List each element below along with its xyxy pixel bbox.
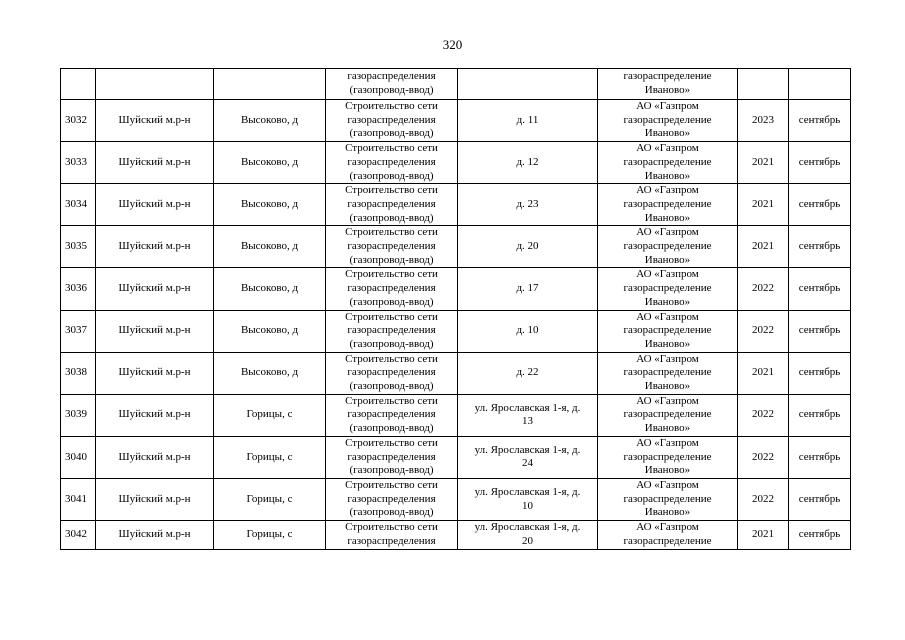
cell-year: 2022 <box>738 478 789 520</box>
org-line: газораспределение <box>623 240 712 253</box>
table-row <box>61 184 851 226</box>
cell-address <box>458 69 598 100</box>
work-line: газораспределения <box>347 324 436 337</box>
cell-num: 3034 <box>61 184 96 226</box>
work-line: Строительство сети <box>345 100 438 112</box>
work-line: (газопровод-ввод) <box>349 169 434 182</box>
cell-year: 2022 <box>738 268 789 310</box>
work-line: (газопровод-ввод) <box>349 464 434 477</box>
cell-year: 2022 <box>738 436 789 478</box>
cell-num: 3032 <box>61 100 96 142</box>
cell-work <box>326 394 458 436</box>
work-line: газораспределения <box>347 155 436 168</box>
cell-work <box>326 310 458 352</box>
org-line: газораспределение <box>623 324 712 337</box>
address-line: д. 20 <box>516 240 539 253</box>
work-line: Строительство сети <box>345 184 438 197</box>
cell-locality: Высоково, д <box>214 352 326 394</box>
work-line: Строительство сети <box>345 478 438 491</box>
cell-work <box>326 142 458 184</box>
cell-num: 3041 <box>61 478 96 520</box>
table-row <box>61 226 851 268</box>
table-row <box>61 478 851 520</box>
org-line: Иваново» <box>644 506 691 519</box>
address-line: ул. Ярославская 1-я, д. <box>474 443 581 456</box>
table-row <box>61 394 851 436</box>
cell-district: Шуйский м.р-н <box>96 184 214 226</box>
address-line: д. 23 <box>516 197 539 210</box>
cell-month: сентябрь <box>789 226 851 268</box>
org-line: АО «Газпром <box>636 310 699 323</box>
address-line: д. 22 <box>516 366 539 379</box>
cell-month: сентябрь <box>789 478 851 520</box>
cell-locality: Горицы, с <box>214 394 326 436</box>
cell-district: Шуйский м.р-н <box>96 142 214 184</box>
cell-year: 2021 <box>738 226 789 268</box>
gas-network-table <box>60 68 851 550</box>
cell-locality: Высоково, д <box>214 268 326 310</box>
work-line: (газопровод-ввод) <box>349 506 434 519</box>
cell-work <box>326 268 458 310</box>
cell-district: Шуйский м.р-н <box>96 394 214 436</box>
cell-locality: Высоково, д <box>214 142 326 184</box>
address-line: 24 <box>522 457 533 470</box>
cell-month <box>789 69 851 100</box>
work-line: Строительство сети <box>345 394 438 407</box>
org-line: газораспределение <box>623 408 712 421</box>
address-line: ул. Ярославская 1-я, д. <box>474 401 581 414</box>
cell-year: 2021 <box>738 352 789 394</box>
work-line: (газопровод-ввод) <box>349 337 434 350</box>
cell-num: 3042 <box>61 521 96 549</box>
org-line: АО «Газпром <box>636 394 699 407</box>
cell-district <box>96 69 214 100</box>
cell-num: 3038 <box>61 352 96 394</box>
cell-month: сентябрь <box>789 142 851 184</box>
cell-work <box>326 184 458 226</box>
org-line: газораспределение <box>623 197 712 210</box>
work-line: газораспределения <box>347 450 436 463</box>
cell-work <box>326 436 458 478</box>
cell-num: 3033 <box>61 142 96 184</box>
cell-org <box>598 310 738 352</box>
cell-locality: Высоково, д <box>214 226 326 268</box>
cell-org <box>598 521 738 549</box>
cell-work <box>326 226 458 268</box>
org-line: газораспределение <box>623 450 712 463</box>
table-row <box>61 352 851 394</box>
cell-org <box>598 394 738 436</box>
work-line: (газопровод-ввод) <box>349 253 434 266</box>
cell-address <box>458 521 598 549</box>
cell-org <box>598 226 738 268</box>
address-line: д. 11 <box>516 113 539 126</box>
cell-work <box>326 352 458 394</box>
cell-district: Шуйский м.р-н <box>96 100 214 142</box>
cell-month: сентябрь <box>789 521 851 549</box>
cell-address <box>458 184 598 226</box>
cell-year: 2021 <box>738 184 789 226</box>
table-row <box>61 310 851 352</box>
cell-locality <box>214 69 326 100</box>
table-row <box>61 436 851 478</box>
cell-org <box>598 268 738 310</box>
work-line: газораспределения <box>347 240 436 253</box>
org-line: Иваново» <box>644 84 691 96</box>
table-row <box>61 142 851 184</box>
cell-num: 3035 <box>61 226 96 268</box>
cell-year: 2021 <box>738 142 789 184</box>
org-line: Иваново» <box>644 422 691 435</box>
address-line: д. 17 <box>516 282 539 295</box>
cell-month: сентябрь <box>789 436 851 478</box>
cell-work <box>326 100 458 142</box>
org-line: газораспределение <box>623 534 712 547</box>
cell-year: 2022 <box>738 394 789 436</box>
org-line: Иваново» <box>644 295 691 308</box>
cell-work <box>326 478 458 520</box>
work-line: (газопровод-ввод) <box>349 422 434 435</box>
org-line: АО «Газпром <box>636 226 699 239</box>
cell-district: Шуйский м.р-н <box>96 478 214 520</box>
org-line: АО «Газпром <box>636 521 699 534</box>
cell-locality: Горицы, с <box>214 436 326 478</box>
address-line: д. 10 <box>516 324 539 337</box>
work-line: Строительство сети <box>345 521 438 534</box>
cell-org <box>598 69 738 100</box>
cell-district: Шуйский м.р-н <box>96 436 214 478</box>
cell-num: 3036 <box>61 268 96 310</box>
org-line: АО «Газпром <box>636 478 699 491</box>
cell-num <box>61 69 96 100</box>
org-line: Иваново» <box>644 169 691 182</box>
cell-district: Шуйский м.р-н <box>96 310 214 352</box>
org-line: АО «Газпром <box>636 352 699 365</box>
org-line: Иваново» <box>644 127 691 140</box>
cell-org <box>598 352 738 394</box>
cell-year <box>738 69 789 100</box>
cell-org <box>598 100 738 142</box>
work-line: газораспределения <box>347 113 436 126</box>
cell-num: 3039 <box>61 394 96 436</box>
cell-address <box>458 142 598 184</box>
cell-month: сентябрь <box>789 394 851 436</box>
cell-district: Шуйский м.р-н <box>96 268 214 310</box>
org-line: АО «Газпром <box>636 268 699 281</box>
org-line: Иваново» <box>644 337 691 350</box>
cell-org <box>598 184 738 226</box>
work-line: (газопровод-ввод) <box>349 380 434 393</box>
cell-address <box>458 310 598 352</box>
address-line: 13 <box>522 415 533 428</box>
cell-month: сентябрь <box>789 100 851 142</box>
work-line: Строительство сети <box>345 226 438 239</box>
cell-month: сентябрь <box>789 352 851 394</box>
cell-locality: Высоково, д <box>214 100 326 142</box>
work-line: Строительство сети <box>345 142 438 155</box>
cell-district: Шуйский м.р-н <box>96 352 214 394</box>
org-line: АО «Газпром <box>636 184 699 197</box>
cell-month: сентябрь <box>789 310 851 352</box>
cell-org <box>598 436 738 478</box>
cell-year: 2021 <box>738 521 789 549</box>
cell-locality: Высоково, д <box>214 184 326 226</box>
org-line: Иваново» <box>644 380 691 393</box>
cell-address <box>458 352 598 394</box>
table-row <box>61 521 851 549</box>
address-line: 10 <box>522 499 533 512</box>
cell-address <box>458 394 598 436</box>
page-number: 320 <box>442 37 463 52</box>
org-line: АО «Газпром <box>636 436 699 449</box>
work-line: Строительство сети <box>345 310 438 323</box>
cell-num: 3037 <box>61 310 96 352</box>
org-line: газораспределение <box>623 70 712 83</box>
cell-month: сентябрь <box>789 184 851 226</box>
cell-address <box>458 226 598 268</box>
org-line: газораспределение <box>623 113 712 126</box>
cell-year: 2023 <box>738 100 789 142</box>
work-line: Строительство сети <box>345 436 438 449</box>
table-row <box>61 100 851 142</box>
work-line: Строительство сети <box>345 352 438 365</box>
work-line: (газопровод-ввод) <box>349 127 434 140</box>
work-line: газораспределения <box>347 197 436 210</box>
address-line: ул. Ярославская 1-я, д. <box>474 485 581 498</box>
table-body <box>61 69 851 550</box>
cell-address <box>458 478 598 520</box>
work-line: (газопровод-ввод) <box>349 211 434 224</box>
work-line: газораспределения <box>347 534 436 547</box>
work-line: газораспределения <box>347 408 436 421</box>
work-line: газораспределения <box>347 492 436 505</box>
org-line: газораспределение <box>623 366 712 379</box>
cell-locality: Высоково, д <box>214 310 326 352</box>
org-line: Иваново» <box>644 464 691 477</box>
address-line: д. 12 <box>516 155 539 168</box>
org-line: газораспределение <box>623 282 712 295</box>
cell-address <box>458 268 598 310</box>
work-line: газораспределения <box>347 366 436 379</box>
cell-work <box>326 69 458 100</box>
address-line: ул. Ярославская 1-я, д. <box>474 521 581 534</box>
cell-year: 2022 <box>738 310 789 352</box>
org-line: газораспределение <box>623 155 712 168</box>
work-line: Строительство сети <box>345 268 438 281</box>
work-line: газораспределения <box>347 282 436 295</box>
continuation-row <box>61 69 851 100</box>
work-line: газораспределения <box>347 70 436 83</box>
table-row <box>61 268 851 310</box>
address-line: 20 <box>522 534 533 547</box>
cell-district: Шуйский м.р-н <box>96 521 214 549</box>
cell-month: сентябрь <box>789 268 851 310</box>
cell-locality: Горицы, с <box>214 521 326 549</box>
org-line: АО «Газпром <box>636 142 699 155</box>
work-line: (газопровод-ввод) <box>349 295 434 308</box>
cell-address <box>458 436 598 478</box>
org-line: Иваново» <box>644 211 691 224</box>
cell-locality: Горицы, с <box>214 478 326 520</box>
org-line: Иваново» <box>644 253 691 266</box>
cell-district: Шуйский м.р-н <box>96 226 214 268</box>
org-line: АО «Газпром <box>636 100 699 112</box>
cell-num: 3040 <box>61 436 96 478</box>
org-line: газораспределение <box>623 492 712 505</box>
work-line: (газопровод-ввод) <box>349 84 434 96</box>
cell-work <box>326 521 458 549</box>
cell-org <box>598 478 738 520</box>
cell-org <box>598 142 738 184</box>
cell-address <box>458 100 598 142</box>
